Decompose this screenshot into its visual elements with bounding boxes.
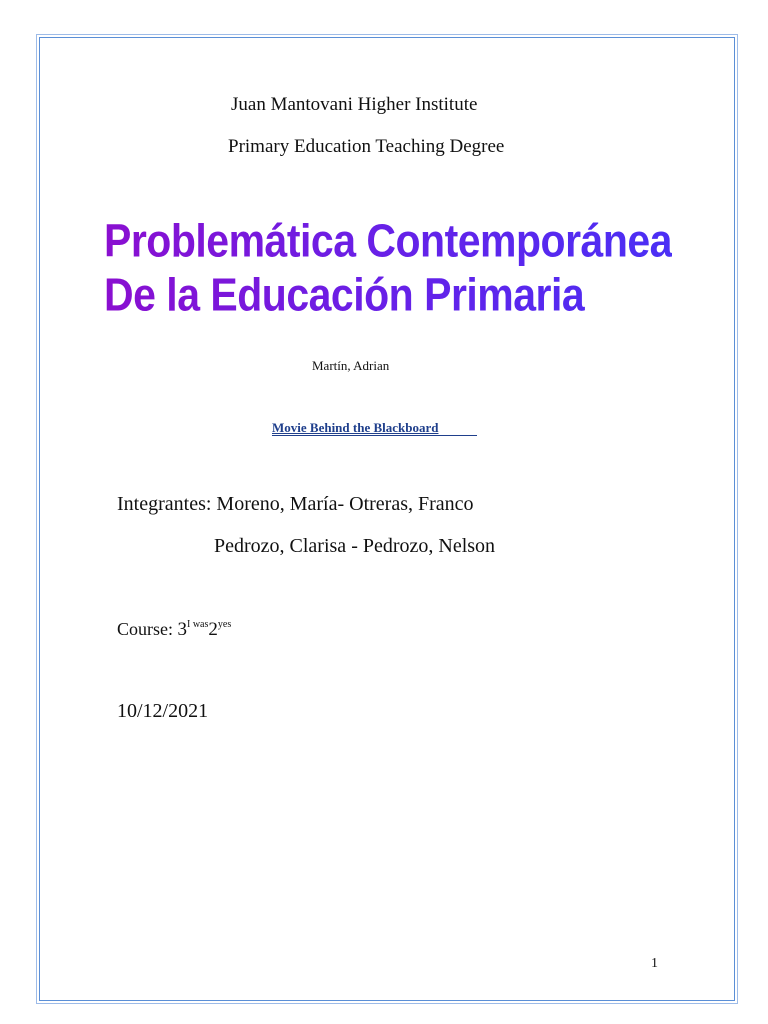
movie-title: Movie Behind the Blackboard xyxy=(272,421,477,436)
date: 10/12/2021 xyxy=(117,700,209,722)
page-border xyxy=(39,37,735,1001)
title-line-2: De la Educación Primaria xyxy=(104,268,585,321)
course-info xyxy=(117,619,231,641)
course-year: 3 xyxy=(177,619,187,640)
document-title xyxy=(104,214,672,322)
members-line-1: Integrantes: Moreno, María- Otreras, Franco xyxy=(117,493,474,515)
course-division: 2 xyxy=(208,619,218,640)
teacher-name: Martín, Adrian xyxy=(312,358,390,373)
page-number: 1 xyxy=(651,956,658,971)
course-division-sup: yes xyxy=(217,619,232,630)
title-line-1: Problemática Contemporánea xyxy=(104,215,672,267)
course-label: Course: xyxy=(117,619,178,639)
course-year-sup: I was xyxy=(187,619,209,630)
institute-name: Juan Mantovani Higher Institute xyxy=(231,94,478,115)
members-line-2: Pedrozo, Clarisa - Pedrozo, Nelson xyxy=(214,535,496,557)
degree-name: Primary Education Teaching Degree xyxy=(228,136,505,157)
